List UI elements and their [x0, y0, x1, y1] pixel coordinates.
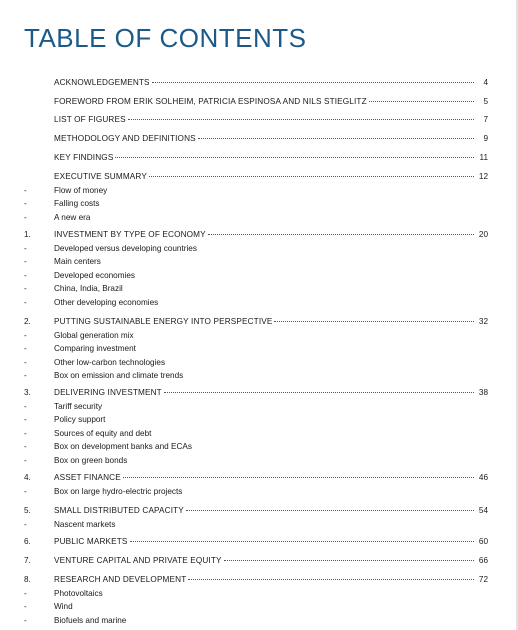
toc-subentry[interactable] [24, 198, 100, 210]
subentry-title: Other developing economies [54, 297, 159, 307]
section-number: 5. [24, 506, 31, 515]
bullet-dash: - [24, 371, 27, 380]
subentry-title: A new era [54, 212, 91, 222]
entry-title: EXECUTIVE SUMMARY [54, 172, 147, 181]
subentry-title: Wind [54, 602, 73, 611]
bullet-dash: - [24, 588, 27, 598]
toc-subentry[interactable] [24, 185, 107, 197]
entry-title: METHODOLOGY AND DEFINITIONS [54, 134, 196, 143]
entry-title: ACKNOWLEDGEMENTS [54, 78, 150, 87]
page-title: TABLE OF CONTENTS [24, 23, 307, 54]
bullet-dash: - [24, 330, 27, 340]
subentry-title: Global generation mix [54, 330, 134, 340]
toc-entry[interactable] [24, 316, 488, 328]
bullet-dash: - [24, 212, 27, 222]
entry-title: RESEARCH AND DEVELOPMENT [54, 575, 187, 584]
page-number: 4 [483, 78, 488, 87]
section-number: 3. [24, 388, 31, 397]
toc-subentry[interactable] [24, 330, 134, 342]
toc-entry[interactable] [24, 536, 488, 548]
dot-leader [115, 150, 474, 158]
entry-title: FOREWORD FROM ERIK SOLHEIM, PATRICIA ESPINOSA AND NILS STIEGLITZ [54, 97, 367, 106]
entry-title: INVESTMENT BY TYPE OF ECONOMY [54, 230, 206, 239]
toc-entry[interactable] [24, 77, 488, 89]
entry-title: PUTTING SUSTAINABLE ENERGY INTO PERSPECTIVE [54, 317, 273, 326]
entry-title: VENTURE CAPITAL AND PRIVATE EQUITY [54, 556, 222, 565]
subentry-title: Policy support [54, 415, 106, 424]
subentry-title: Flow of money [54, 185, 108, 195]
toc-subentry[interactable] [24, 601, 73, 613]
bullet-dash: - [24, 486, 27, 496]
toc-subentry[interactable] [24, 270, 135, 282]
toc-subentry[interactable] [24, 343, 136, 355]
toc-subentry[interactable] [24, 297, 158, 309]
section-number: 8. [24, 575, 31, 584]
toc-entry[interactable] [24, 505, 488, 517]
bullet-dash: - [24, 270, 27, 280]
entry-title: LIST OF FIGURES [54, 115, 126, 124]
subentry-title: Main centers [54, 257, 101, 266]
dot-leader [274, 314, 474, 322]
subentry-title: Tariff security [54, 401, 103, 411]
dot-leader [186, 503, 474, 511]
page-number: 46 [478, 473, 488, 482]
section-number: 4. [24, 473, 31, 482]
toc-subentry[interactable] [24, 428, 151, 440]
page-number: 38 [478, 388, 488, 397]
dot-leader [152, 75, 474, 83]
section-number: 7. [24, 556, 31, 565]
dot-leader [123, 470, 474, 478]
dot-leader [224, 553, 474, 561]
toc-subentry[interactable] [24, 588, 103, 600]
page-number: 12 [478, 172, 488, 181]
bullet-dash: - [24, 284, 27, 293]
toc-subentry[interactable] [24, 357, 165, 369]
subentry-title: Box on green bonds [54, 455, 128, 465]
subentry-title: Biofuels and marine [54, 615, 127, 625]
toc-subentry[interactable] [24, 414, 105, 426]
page-number: 11 [479, 153, 488, 162]
subentry-title: Comparing investment [54, 344, 136, 353]
toc-subentry[interactable] [24, 401, 102, 413]
toc-entry[interactable] [24, 114, 488, 126]
bullet-dash: - [24, 401, 27, 411]
page-number: 32 [478, 317, 488, 326]
bullet-dash: - [24, 615, 27, 625]
bullet-dash: - [24, 199, 27, 208]
subentry-title: Nascent markets [54, 519, 116, 529]
dot-leader [164, 385, 474, 393]
page-number: 54 [478, 506, 488, 515]
dot-leader [130, 534, 474, 542]
toc-entry[interactable] [24, 387, 488, 399]
dot-leader [198, 131, 474, 139]
entry-title: SMALL DISTRIBUTED CAPACITY [54, 506, 184, 515]
dot-leader [149, 169, 474, 177]
dot-leader [208, 227, 474, 235]
toc-subentry[interactable] [24, 243, 197, 255]
toc-entry[interactable] [24, 574, 488, 586]
dot-leader [128, 112, 474, 120]
page-number: 5 [483, 97, 488, 106]
subentry-title: Box on large hydro-electric projects [54, 486, 183, 496]
toc-subentry[interactable] [24, 283, 123, 295]
toc-entry[interactable] [24, 152, 488, 164]
bullet-dash: - [24, 519, 27, 529]
dot-leader [369, 94, 474, 102]
toc-entry[interactable] [24, 133, 488, 145]
toc-entry[interactable] [24, 472, 488, 484]
subentry-title: Box on development banks and ECAs [54, 442, 192, 451]
document-page [24, 0, 488, 630]
dot-leader [188, 572, 474, 580]
toc-entry[interactable] [24, 555, 488, 567]
toc-entry[interactable] [24, 229, 488, 241]
subentry-title: Sources of equity and debt [54, 428, 152, 438]
page-number: 66 [478, 556, 488, 565]
toc-subentry[interactable] [24, 519, 115, 531]
bullet-dash: - [24, 297, 27, 307]
subentry-title: Box on emission and climate trends [54, 371, 184, 380]
bullet-dash: - [24, 442, 27, 451]
bullet-dash: - [24, 243, 27, 253]
entry-title: ASSET FINANCE [54, 473, 121, 482]
page-number: 72 [478, 575, 488, 584]
toc-subentry[interactable] [24, 256, 101, 268]
toc-subentry[interactable] [24, 486, 182, 498]
subentry-title: Falling costs [54, 199, 100, 208]
entry-title: KEY FINDINGS [54, 153, 114, 162]
subentry-title: Developed economies [54, 270, 136, 280]
bullet-dash: - [24, 415, 27, 424]
toc-subentry[interactable] [24, 441, 192, 453]
subentry-title: Photovoltaics [54, 588, 103, 598]
toc-subentry[interactable] [24, 212, 90, 224]
toc-subentry[interactable] [24, 615, 126, 627]
bullet-dash: - [24, 455, 27, 465]
bullet-dash: - [24, 357, 27, 367]
subentry-title: Developed versus developing countries [54, 243, 197, 253]
page-number: 9 [483, 134, 488, 143]
bullet-dash: - [24, 185, 27, 195]
toc-subentry[interactable] [24, 455, 127, 467]
entry-title: PUBLIC MARKETS [54, 537, 128, 546]
bullet-dash: - [24, 257, 27, 266]
toc-subentry[interactable] [24, 370, 183, 382]
section-number: 1. [24, 230, 31, 239]
toc-entry[interactable] [24, 96, 488, 108]
bullet-dash: - [24, 428, 27, 438]
section-number: 2. [24, 317, 31, 326]
page-number: 60 [478, 537, 488, 546]
page-number: 20 [478, 230, 488, 239]
section-number: 6. [24, 537, 31, 546]
subentry-title: China, India, Brazil [54, 284, 123, 293]
page-number: 7 [483, 115, 488, 124]
bullet-dash: - [24, 344, 27, 353]
bullet-dash: - [24, 602, 27, 611]
subentry-title: Other low-carbon technologies [54, 357, 166, 367]
entry-title: DELIVERING INVESTMENT [54, 388, 162, 397]
toc-entry[interactable] [24, 171, 488, 183]
